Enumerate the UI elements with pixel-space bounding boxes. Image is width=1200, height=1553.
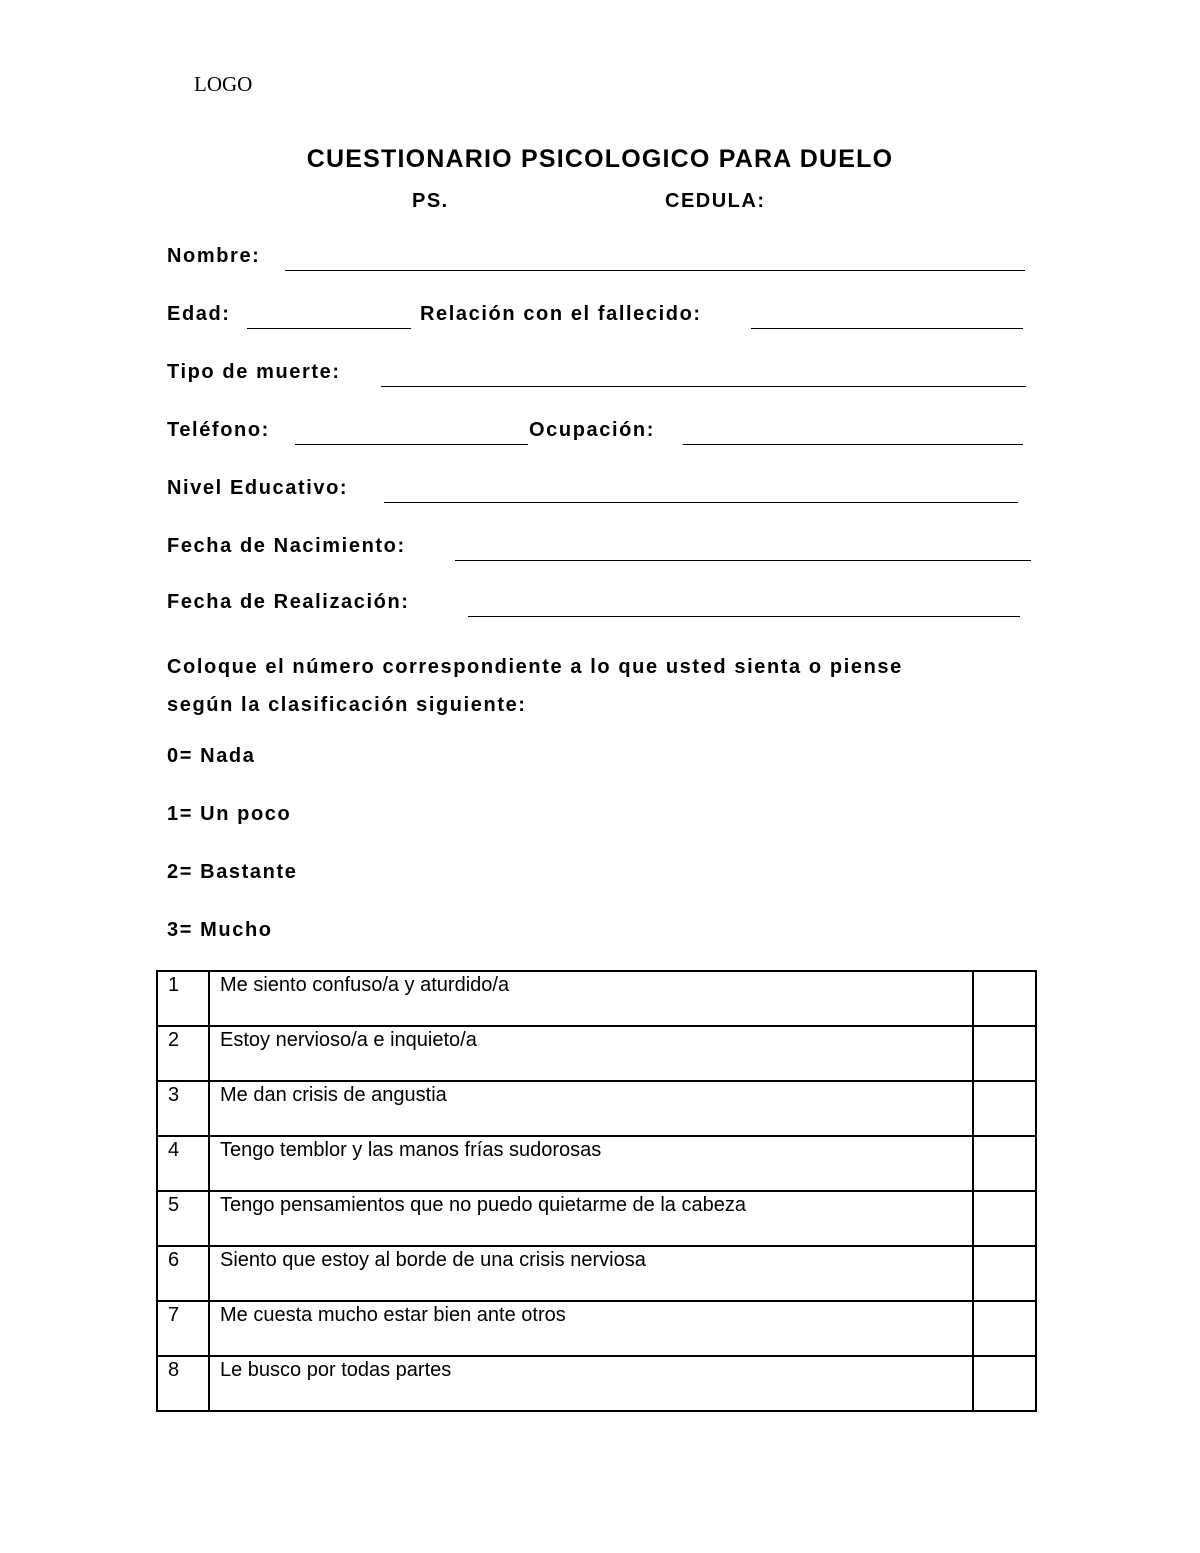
fecha-realizacion-label: Fecha de Realización: [167, 591, 410, 613]
answer-cell[interactable] [973, 1136, 1036, 1191]
scale-item-3: 3= Mucho [167, 919, 273, 941]
instructions-line-2: según la clasificación siguiente: [167, 694, 527, 716]
answer-cell[interactable] [973, 1081, 1036, 1136]
scale-item-1: 1= Un poco [167, 803, 292, 825]
edad-field [167, 303, 702, 333]
scale-item-2: 2= Bastante [167, 861, 298, 883]
ocupacion-blank-line[interactable] [683, 444, 1023, 445]
item-text: Me siento confuso/a y aturdido/a [209, 971, 973, 1026]
item-text: Tengo pensamientos que no puedo quietarme de la cabeza [209, 1191, 973, 1246]
item-text: Me dan crisis de angustia [209, 1081, 973, 1136]
item-number: 1 [157, 971, 209, 1026]
table-row [157, 1136, 1036, 1191]
logo: LOGO [194, 72, 253, 96]
nombre-label: Nombre: [167, 245, 261, 267]
page-title: CUESTIONARIO PSICOLOGICO PARA DUELO [306, 145, 894, 173]
answer-cell[interactable] [973, 1356, 1036, 1411]
telefono-blank-line[interactable] [295, 444, 528, 445]
telefono-label: Teléfono: [167, 419, 270, 441]
answer-cell[interactable] [973, 1301, 1036, 1356]
cedula-label: CEDULA: [665, 190, 766, 212]
item-number: 4 [157, 1136, 209, 1191]
table-row [157, 1356, 1036, 1411]
item-text: Me cuesta mucho estar bien ante otros [209, 1301, 973, 1356]
edad-blank-line[interactable] [247, 328, 411, 329]
instructions [167, 648, 1047, 724]
item-number: 7 [157, 1301, 209, 1356]
item-text: Le busco por todas partes [209, 1356, 973, 1411]
nivel-educativo-field [167, 477, 348, 507]
relacion-label: Relación con el fallecido: [420, 303, 702, 325]
fecha-nacimiento-blank-line[interactable] [455, 560, 1031, 561]
scale-item-0: 0= Nada [167, 745, 256, 767]
item-number: 6 [157, 1246, 209, 1301]
table-row [157, 1081, 1036, 1136]
item-number: 8 [157, 1356, 209, 1411]
nombre-field [167, 245, 260, 275]
instructions-line-1: Coloque el número correspondiente a lo que usted sienta o piense [167, 656, 903, 678]
tipo-muerte-blank-line[interactable] [381, 386, 1026, 387]
questionnaire-table [156, 970, 1037, 1412]
ps-label: PS. [412, 190, 449, 212]
item-number: 3 [157, 1081, 209, 1136]
answer-cell[interactable] [973, 1246, 1036, 1301]
item-number: 2 [157, 1026, 209, 1081]
edad-label: Edad: [167, 303, 231, 325]
table-row [157, 1026, 1036, 1081]
item-text: Estoy nervioso/a e inquieto/a [209, 1026, 973, 1081]
item-text: Tengo temblor y las manos frías sudorosas [209, 1136, 973, 1191]
fecha-realizacion-blank-line[interactable] [468, 616, 1020, 617]
answer-cell[interactable] [973, 1191, 1036, 1246]
tipo-muerte-label: Tipo de muerte: [167, 361, 341, 383]
item-text: Siento que estoy al borde de una crisis nerviosa [209, 1246, 973, 1301]
fecha-nacimiento-label: Fecha de Nacimiento: [167, 535, 406, 557]
table-row [157, 971, 1036, 1026]
table-row [157, 1191, 1036, 1246]
fecha-nacimiento-field [167, 535, 406, 565]
tipo-muerte-field [167, 361, 341, 391]
nivel-educativo-label: Nivel Educativo: [167, 477, 349, 499]
fecha-realizacion-field [167, 591, 410, 621]
table-row [157, 1246, 1036, 1301]
nivel-educativo-blank-line[interactable] [384, 502, 1018, 503]
telefono-field [167, 419, 656, 449]
item-number: 5 [157, 1191, 209, 1246]
nombre-blank-line[interactable] [285, 270, 1025, 271]
ocupacion-label: Ocupación: [529, 419, 656, 441]
answer-cell[interactable] [973, 1026, 1036, 1081]
answer-cell[interactable] [973, 971, 1036, 1026]
table-row [157, 1301, 1036, 1356]
relacion-blank-line[interactable] [751, 328, 1023, 329]
